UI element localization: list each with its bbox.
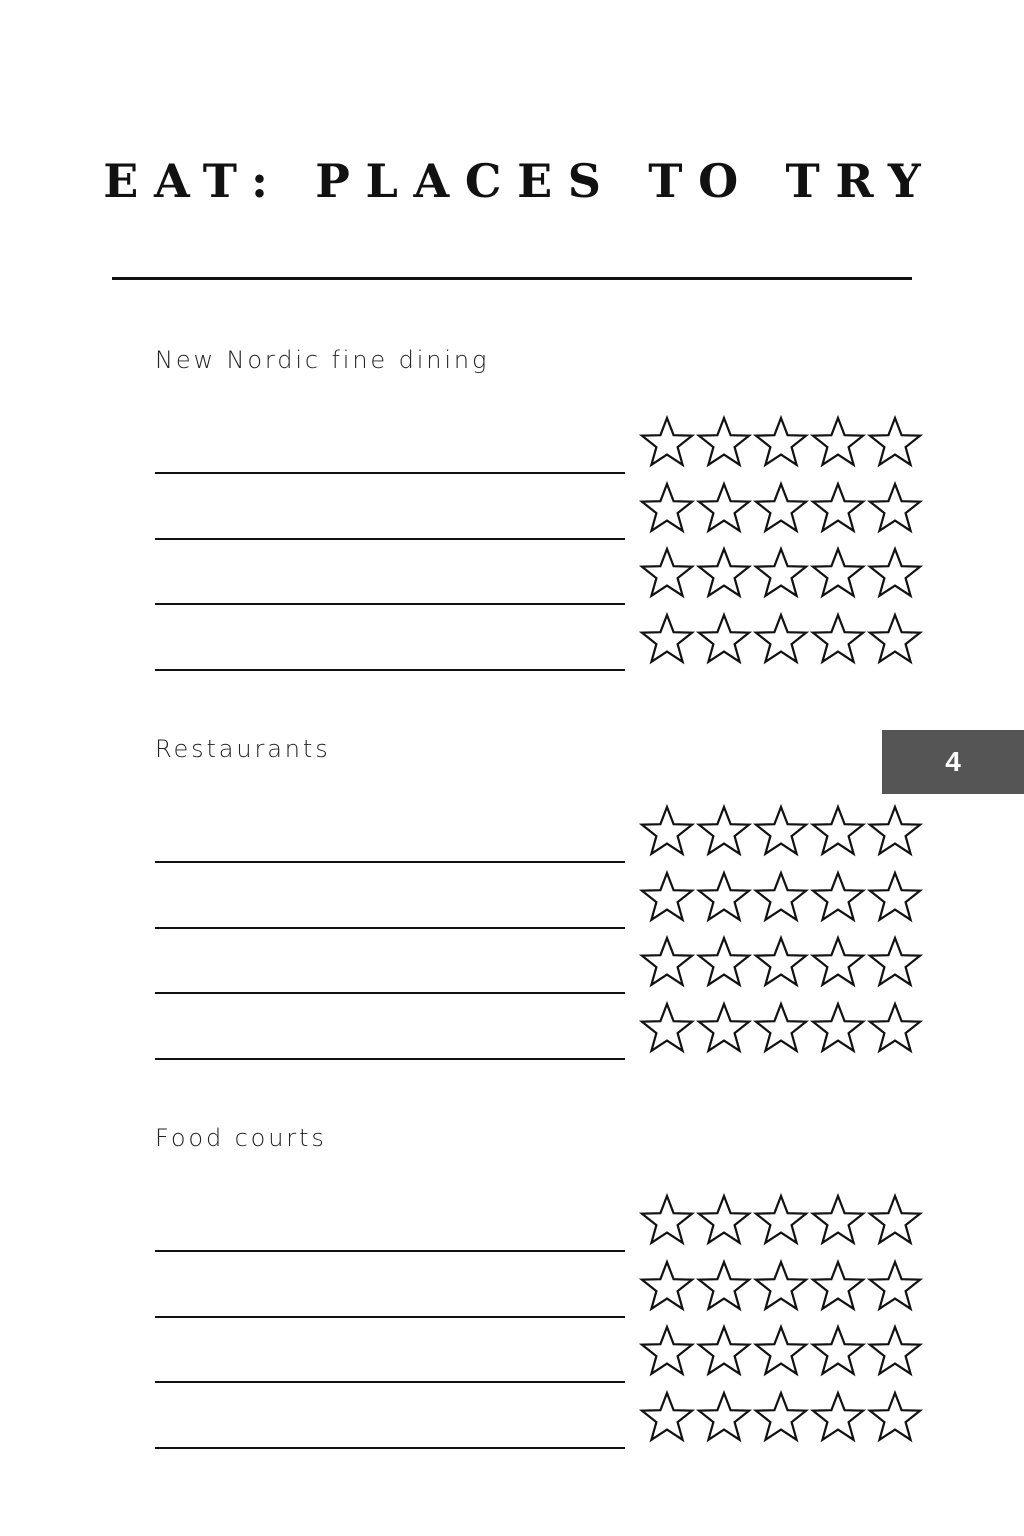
star-outline-icon[interactable] [696,869,752,925]
star-rating [639,1323,925,1379]
star-outline-icon[interactable] [867,414,923,470]
star-rating [639,480,925,536]
star-outline-icon[interactable] [867,1000,923,1056]
star-outline-icon[interactable] [810,1389,866,1445]
star-outline-icon[interactable] [753,414,809,470]
write-in-line[interactable] [155,472,625,474]
write-in-line[interactable] [155,1058,625,1060]
star-outline-icon[interactable] [639,545,695,601]
star-outline-icon[interactable] [753,545,809,601]
star-outline-icon[interactable] [753,869,809,925]
star-outline-icon[interactable] [696,934,752,990]
star-outline-icon[interactable] [810,414,866,470]
star-outline-icon[interactable] [810,480,866,536]
section-heading: Restaurants [155,735,331,763]
write-in-line[interactable] [155,1381,625,1383]
star-rating [639,545,925,601]
star-rating [639,1389,925,1445]
star-outline-icon[interactable] [753,803,809,859]
write-in-line[interactable] [155,1250,625,1252]
star-outline-icon[interactable] [696,1192,752,1248]
star-outline-icon[interactable] [867,803,923,859]
entry-row [155,480,925,540]
write-in-line[interactable] [155,538,625,540]
star-outline-icon[interactable] [639,1389,695,1445]
star-rating [639,611,925,667]
star-outline-icon[interactable] [753,1389,809,1445]
star-outline-icon[interactable] [810,803,866,859]
star-outline-icon[interactable] [753,934,809,990]
write-in-line[interactable] [155,669,625,671]
page-number-tab [882,730,1024,794]
star-outline-icon[interactable] [753,480,809,536]
entry-row [155,1258,925,1318]
star-outline-icon[interactable] [639,1000,695,1056]
star-outline-icon[interactable] [639,414,695,470]
star-outline-icon[interactable] [810,869,866,925]
star-outline-icon[interactable] [810,611,866,667]
star-outline-icon[interactable] [867,869,923,925]
star-outline-icon[interactable] [753,1323,809,1379]
write-in-line[interactable] [155,861,625,863]
star-outline-icon[interactable] [696,1258,752,1314]
entry-row [155,1192,925,1252]
write-in-line[interactable] [155,1447,625,1449]
star-outline-icon[interactable] [639,611,695,667]
star-rating [639,414,925,470]
star-rating [639,803,925,859]
page-title: EAT: PLACES TO TRY [103,154,937,208]
star-rating [639,1000,925,1056]
section-heading: New Nordic fine dining [155,346,490,374]
entry-row [155,1000,925,1060]
star-rating [639,1192,925,1248]
star-outline-icon[interactable] [639,1192,695,1248]
star-outline-icon[interactable] [867,611,923,667]
star-rating [639,1258,925,1314]
star-outline-icon[interactable] [810,1192,866,1248]
star-rating [639,869,925,925]
entry-row [155,1323,925,1383]
star-outline-icon[interactable] [867,545,923,601]
star-outline-icon[interactable] [696,545,752,601]
star-outline-icon[interactable] [696,414,752,470]
star-outline-icon[interactable] [810,545,866,601]
star-outline-icon[interactable] [639,480,695,536]
entry-row [155,545,925,605]
star-outline-icon[interactable] [639,803,695,859]
star-outline-icon[interactable] [639,1323,695,1379]
write-in-line[interactable] [155,927,625,929]
star-outline-icon[interactable] [639,869,695,925]
star-outline-icon[interactable] [696,1000,752,1056]
write-in-line[interactable] [155,992,625,994]
star-outline-icon[interactable] [696,1323,752,1379]
star-outline-icon[interactable] [753,1258,809,1314]
star-outline-icon[interactable] [810,1258,866,1314]
section-heading: Food courts [155,1124,327,1152]
entry-row [155,611,925,671]
star-outline-icon[interactable] [810,1323,866,1379]
page-number: 4 [945,746,961,777]
write-in-line[interactable] [155,603,625,605]
write-in-line[interactable] [155,1316,625,1318]
star-outline-icon[interactable] [696,480,752,536]
entry-row [155,934,925,994]
title-divider [112,277,912,280]
star-outline-icon[interactable] [753,1192,809,1248]
star-outline-icon[interactable] [753,611,809,667]
star-outline-icon[interactable] [810,934,866,990]
entry-row [155,414,925,474]
star-outline-icon[interactable] [696,611,752,667]
star-outline-icon[interactable] [867,480,923,536]
star-outline-icon[interactable] [639,1258,695,1314]
star-outline-icon[interactable] [867,1192,923,1248]
star-outline-icon[interactable] [696,1389,752,1445]
star-rating [639,934,925,990]
star-outline-icon[interactable] [810,1000,866,1056]
star-outline-icon[interactable] [867,1389,923,1445]
entry-row [155,803,925,863]
star-outline-icon[interactable] [867,1323,923,1379]
star-outline-icon[interactable] [867,1258,923,1314]
star-outline-icon[interactable] [867,934,923,990]
star-outline-icon[interactable] [753,1000,809,1056]
star-outline-icon[interactable] [696,803,752,859]
entry-row [155,869,925,929]
star-outline-icon[interactable] [639,934,695,990]
entry-row [155,1389,925,1449]
